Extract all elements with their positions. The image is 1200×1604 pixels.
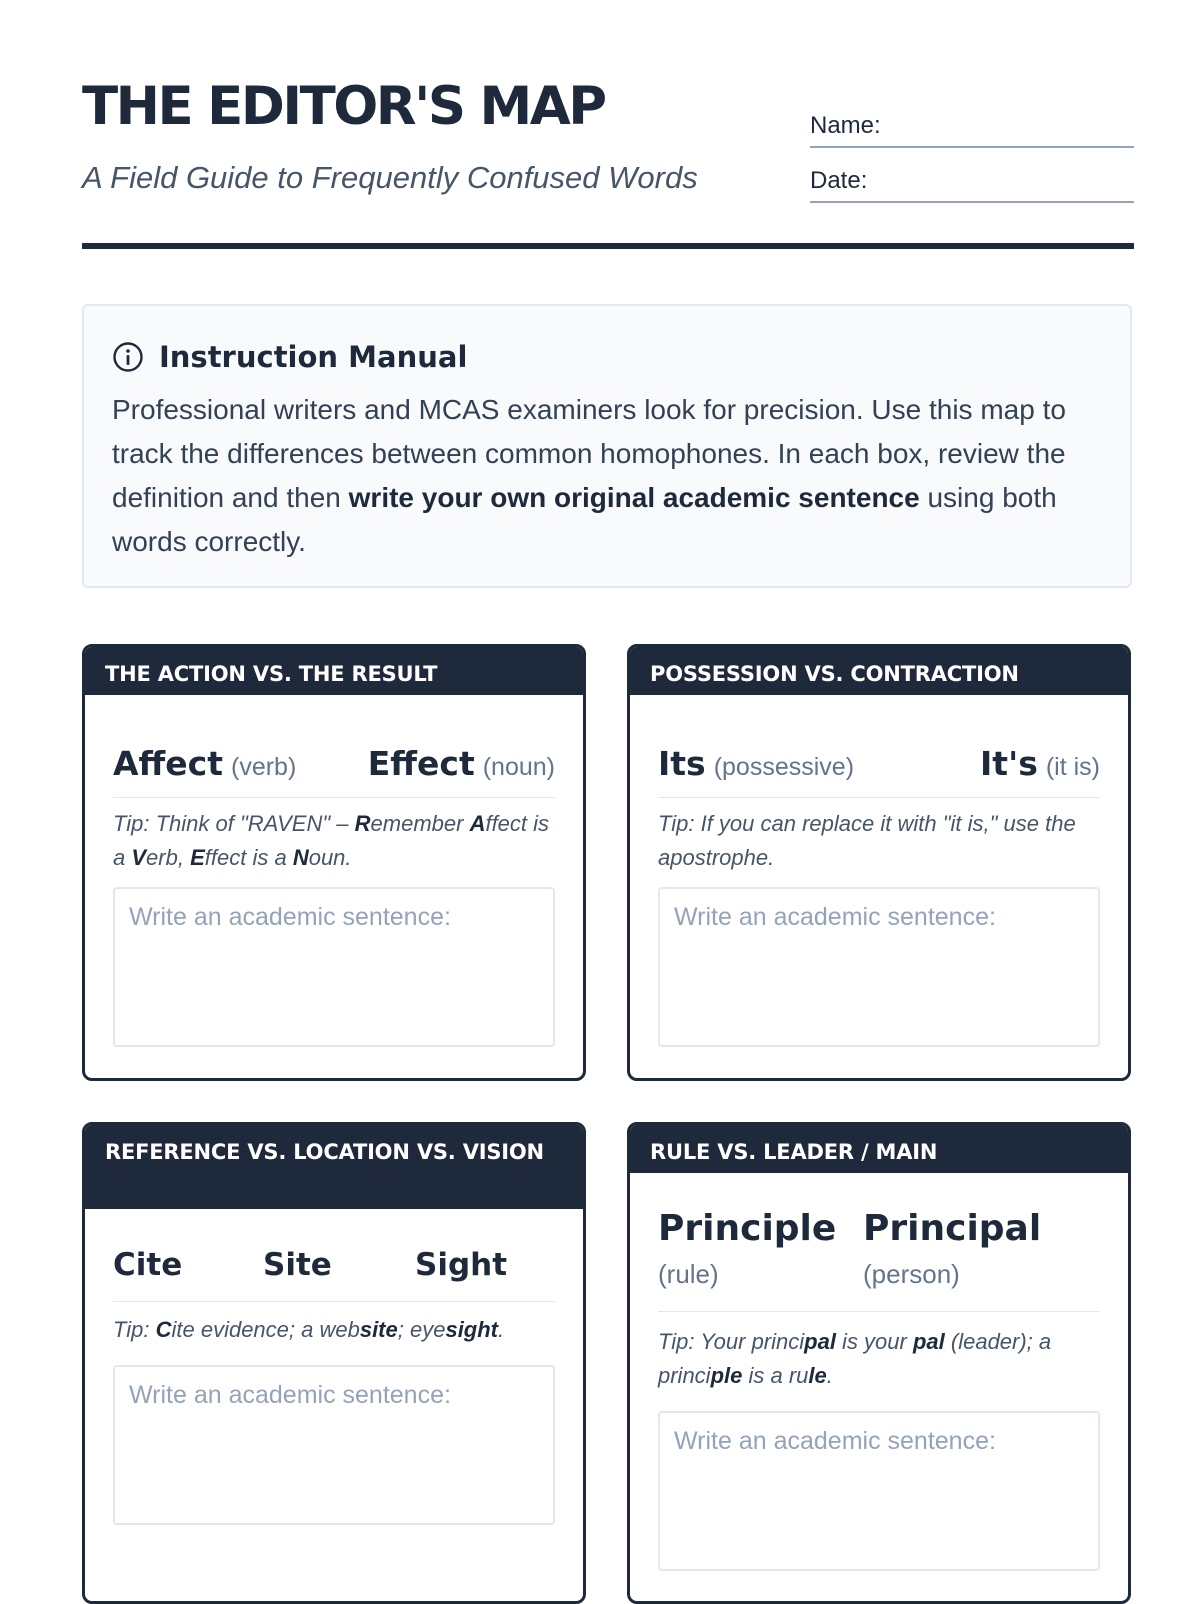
- card-heading: POSSESSION VS. CONTRACTION: [630, 647, 1128, 695]
- word: It's: [980, 744, 1038, 783]
- word-entry: [658, 744, 854, 783]
- header-divider: [82, 243, 1134, 249]
- instruction-text: [112, 388, 1097, 564]
- instruction-title: Instruction Manual: [159, 340, 468, 374]
- tip-emphasis: pal: [804, 1329, 836, 1354]
- tip-part: .: [498, 1317, 505, 1342]
- word-entry: [658, 1205, 836, 1290]
- instruction-text-part: Professional writers and MCAS examiners look for precision. Use this map to track the differences between common homophones. In each box, review the definition and then: [112, 394, 1066, 513]
- card-heading: REFERENCE VS. LOCATION VS. VISION: [85, 1125, 583, 1209]
- tip-part: Tip: Your princi: [658, 1329, 805, 1354]
- tip-text: [113, 1313, 555, 1347]
- tip-part: ite evidence; a web: [171, 1317, 360, 1342]
- instruction-text-part: using both words correctly.: [112, 482, 1057, 557]
- part-of-speech: (verb): [231, 753, 297, 781]
- date-label: Date:: [810, 167, 868, 194]
- word: Cite: [113, 1247, 183, 1283]
- tip-emphasis: A: [469, 811, 486, 836]
- word: Its: [658, 744, 706, 783]
- sentence-answer-box[interactable]: Write an academic sentence:: [113, 887, 555, 1047]
- tip-emphasis: R: [354, 811, 371, 836]
- word-entry: [368, 744, 555, 783]
- tip-emphasis: E: [190, 845, 205, 870]
- word-entry: [863, 1205, 1041, 1290]
- part-of-speech: (possessive): [713, 753, 855, 781]
- word: Affect: [113, 744, 223, 783]
- word: Site: [263, 1247, 332, 1283]
- word-group: [113, 1237, 555, 1302]
- info-icon: [112, 341, 144, 373]
- tip-text: [658, 1325, 1100, 1393]
- word-entry: [980, 744, 1100, 783]
- tip-part: is a ru: [742, 1363, 809, 1388]
- part-of-speech: (noun): [482, 753, 555, 781]
- part-of-speech: (rule): [658, 1259, 719, 1289]
- card-affect-effect: [82, 644, 586, 1081]
- tip-emphasis: pal: [912, 1329, 945, 1354]
- tip-emphasis: sight: [445, 1317, 499, 1342]
- word: Principle: [658, 1208, 837, 1249]
- sentence-answer-box[interactable]: Write an academic sentence:: [658, 1411, 1100, 1571]
- page-title: THE EDITOR'S MAP: [82, 76, 605, 137]
- tip-part: Tip: Think of "RAVEN" –: [113, 811, 355, 836]
- tip-part: ffect is a: [113, 811, 550, 870]
- tip-part: erb,: [146, 845, 191, 870]
- tip-emphasis: C: [155, 1317, 172, 1342]
- tip-emphasis: V: [131, 845, 147, 870]
- instruction-emphasis: write your own original academic sentence: [348, 482, 920, 513]
- tip-part: is your: [835, 1329, 913, 1354]
- date-field[interactable]: [810, 165, 1134, 203]
- sentence-answer-box[interactable]: Write an academic sentence:: [113, 1365, 555, 1525]
- word-entry: [113, 744, 296, 783]
- tip-text: Tip: If you can replace it with "it is," use the apostrophe.: [658, 811, 1076, 870]
- tip-text: [113, 807, 555, 875]
- page-subtitle: A Field Guide to Frequently Confused Words: [82, 160, 698, 195]
- tip-part: Tip:: [113, 1317, 156, 1342]
- tip-part: emember: [370, 811, 470, 836]
- tip-part: .: [826, 1363, 833, 1388]
- instruction-header: [112, 340, 467, 374]
- instruction-box: [82, 304, 1132, 588]
- tip-emphasis: N: [292, 845, 309, 870]
- card-its-its: [627, 644, 1131, 1081]
- worksheet-page: [82, 0, 1134, 1600]
- card-heading: RULE VS. LEADER / MAIN: [630, 1125, 1128, 1173]
- tip-part: oun.: [308, 845, 352, 870]
- card-cite-site-sight: [82, 1122, 586, 1604]
- word-pair: [658, 725, 1100, 798]
- tip-part: (leader); a princi: [658, 1329, 1052, 1388]
- name-label: Name:: [810, 112, 881, 139]
- part-of-speech: (person): [863, 1259, 960, 1289]
- word: Effect: [367, 744, 475, 783]
- tip-emphasis: le: [808, 1363, 827, 1388]
- word: Sight: [415, 1247, 508, 1283]
- name-field[interactable]: [810, 110, 1134, 148]
- word-pair: [113, 725, 555, 798]
- card-principle-principal: [627, 1122, 1131, 1604]
- sentence-answer-box[interactable]: Write an academic sentence:: [658, 887, 1100, 1047]
- part-of-speech: (it is): [1045, 753, 1100, 781]
- tip-part: ffect is a: [204, 845, 293, 870]
- tip-emphasis: site: [359, 1317, 398, 1342]
- word-pair: [658, 1197, 1100, 1312]
- tip-part: ; eye: [397, 1317, 446, 1342]
- tip-emphasis: ple: [710, 1363, 743, 1388]
- card-heading: THE ACTION VS. THE RESULT: [85, 647, 583, 695]
- word: Principal: [863, 1208, 1042, 1249]
